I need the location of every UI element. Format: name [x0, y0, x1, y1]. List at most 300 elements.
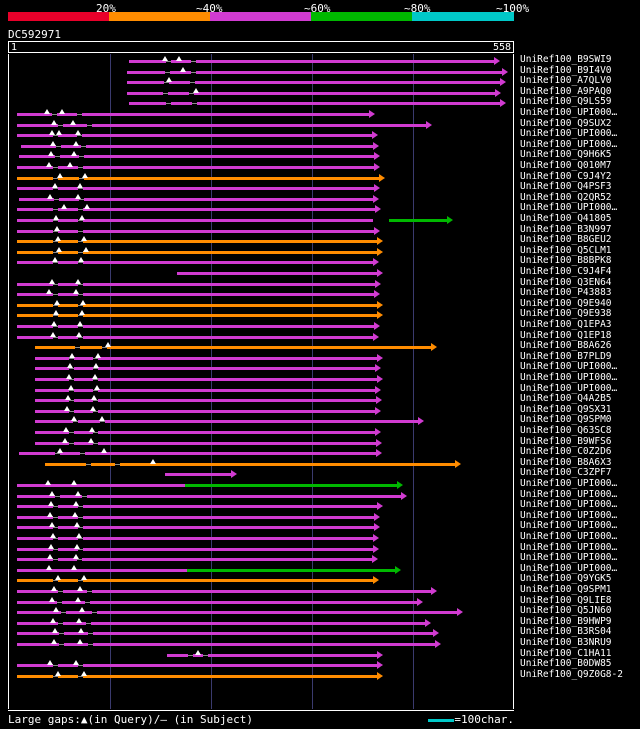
hsp-gap-line: [78, 241, 83, 242]
hit-label[interactable]: UniRef100_B9I4V0: [520, 64, 612, 76]
alignment-bar[interactable]: [205, 92, 495, 95]
hsp-gap-line: [78, 538, 83, 539]
strand-arrow-icon: [372, 555, 378, 563]
strand-arrow-icon: [375, 364, 381, 372]
hsp-gap-line: [58, 623, 63, 624]
hit-label[interactable]: UniRef100_B8A626: [520, 340, 612, 352]
alignment-bar[interactable]: [35, 420, 418, 423]
alignment-bar[interactable]: [35, 378, 377, 381]
alignment-row[interactable]: [9, 395, 513, 405]
alignment-bar[interactable]: [129, 60, 494, 63]
hsp-gap-line: [78, 326, 83, 327]
hit-label[interactable]: UniRef100_Q9SUX2: [520, 117, 612, 129]
hsp-gap-line: [93, 411, 98, 412]
alignment-row[interactable]: [9, 67, 513, 77]
query-gap-marker-icon: [162, 56, 168, 61]
query-gap-marker-icon: [53, 310, 59, 315]
query-gap-marker-icon: [81, 236, 87, 241]
strand-arrow-icon: [401, 492, 407, 500]
query-gap-marker-icon: [51, 586, 57, 591]
alignment-bar[interactable]: [17, 134, 372, 137]
strand-arrow-icon: [457, 608, 463, 616]
hit-label[interactable]: UniRef100_B9HWP9: [520, 615, 612, 627]
query-gap-marker-icon: [75, 194, 81, 199]
query-gap-marker-icon: [92, 374, 98, 379]
strand-arrow-icon: [377, 375, 383, 383]
alignment-row[interactable]: [9, 98, 513, 108]
hit-label[interactable]: UniRef100_Q9H6K5: [520, 149, 612, 161]
alignment-row[interactable]: [9, 130, 513, 140]
alignment-row[interactable]: [9, 120, 513, 130]
hsp-gap-line: [53, 241, 58, 242]
hsp-gap-line: [53, 315, 58, 316]
hit-label[interactable]: UniRef100_B9WFS6: [520, 435, 612, 447]
hit-label[interactable]: UniRef100_Q9SX31: [520, 403, 612, 415]
alignment-row[interactable]: [9, 469, 513, 479]
alignment-row[interactable]: [9, 607, 513, 617]
hsp-gap-line: [54, 199, 59, 200]
query-gap-marker-icon: [73, 501, 79, 506]
legend-label: 20%: [96, 2, 116, 15]
alignment-row[interactable]: [9, 236, 513, 246]
alignment-bar[interactable]: [127, 81, 500, 84]
alignment-bar[interactable]: [17, 558, 372, 561]
alignment-bar[interactable]: [17, 336, 373, 339]
alignment-bar[interactable]: [17, 664, 377, 667]
query-gap-marker-icon: [62, 438, 68, 443]
alignment-row[interactable]: [9, 321, 513, 331]
query-gap-marker-icon: [78, 257, 84, 262]
query-gap-marker-icon: [73, 289, 79, 294]
strand-arrow-icon: [377, 672, 383, 680]
alignment-row[interactable]: [9, 88, 513, 98]
alignment-row[interactable]: [9, 332, 513, 342]
hsp-gap-line: [92, 612, 97, 613]
hsp-gap-line: [53, 262, 58, 263]
hsp-gap-line: [53, 135, 58, 136]
query-gap-marker-icon: [180, 67, 186, 72]
hsp-gap-line: [100, 421, 105, 422]
strand-arrow-icon: [431, 343, 437, 351]
hit-label[interactable]: UniRef100_Q4PSF3: [520, 181, 612, 193]
alignment-bar[interactable]: [185, 484, 397, 487]
hit-label[interactable]: UniRef100_B3N997: [520, 223, 612, 235]
query-gap-marker-icon: [76, 332, 82, 337]
alignment-bar[interactable]: [19, 198, 373, 201]
query-gap-marker-icon: [77, 183, 83, 188]
hit-label[interactable]: UniRef100_Q1EPA3: [520, 319, 612, 330]
strand-arrow-icon: [435, 640, 441, 648]
hit-label[interactable]: UniRef100_Q9Z0G8-2: [520, 668, 623, 680]
query-gap-marker-icon: [80, 300, 86, 305]
strand-arrow-icon: [375, 407, 381, 415]
alignment-bar[interactable]: [17, 505, 377, 508]
hsp-gap-line: [73, 421, 78, 422]
alignment-row[interactable]: [9, 459, 513, 469]
query-gap-marker-icon: [73, 660, 79, 665]
alignment-row[interactable]: [9, 257, 513, 267]
hsp-gap-line: [81, 146, 86, 147]
query-gap-marker-icon: [66, 374, 72, 379]
hsp-gap-line: [164, 82, 169, 83]
alignment-row[interactable]: [9, 204, 513, 214]
hit-label[interactable]: UniRef100_Q5JN60: [520, 605, 612, 617]
hsp-gap-line: [77, 559, 82, 560]
hit-label[interactable]: UniRef100_UPI000…: [520, 562, 618, 574]
alignment-bar[interactable]: [17, 113, 369, 116]
alignment-row[interactable]: [9, 554, 513, 564]
hit-label[interactable]: UniRef100_A9PAQ0: [520, 85, 612, 97]
hit-label[interactable]: UniRef100_UPI000…: [520, 107, 618, 118]
alignment-row[interactable]: [9, 109, 513, 119]
alignment-bar[interactable]: [17, 484, 185, 487]
alignment-bar[interactable]: [17, 219, 373, 222]
alignment-row[interactable]: [9, 480, 513, 490]
scale-label: =100char.: [454, 713, 514, 726]
alignment-bar[interactable]: [17, 569, 187, 572]
alignment-row[interactable]: [9, 597, 513, 607]
alignment-row[interactable]: [9, 639, 513, 649]
query-gap-marker-icon: [61, 204, 67, 209]
hit-label[interactable]: UniRef100_UPI000…: [520, 509, 618, 521]
strand-arrow-icon: [500, 99, 506, 107]
alignment-row[interactable]: [9, 374, 513, 384]
alignment-row[interactable]: [9, 151, 513, 161]
alignment-row[interactable]: [9, 385, 513, 395]
hit-label[interactable]: UniRef100_Q010M7: [520, 160, 612, 171]
hsp-gap-line: [53, 178, 58, 179]
alignment-bar[interactable]: [17, 579, 373, 582]
query-gap-marker-icon: [48, 544, 54, 549]
alignment-row[interactable]: [9, 162, 513, 172]
alignment-bar[interactable]: [17, 208, 375, 211]
hit-label[interactable]: UniRef100_UPI000…: [520, 202, 618, 214]
alignment-row[interactable]: [9, 279, 513, 289]
hsp-gap-line: [191, 61, 196, 62]
query-gap-marker-icon: [81, 575, 87, 580]
hsp-gap-line: [87, 125, 92, 126]
hit-label[interactable]: UniRef100_Q9SPM0: [520, 414, 612, 426]
strand-arrow-icon: [375, 386, 381, 394]
query-gap-marker-icon: [50, 141, 56, 146]
hit-label[interactable]: UniRef100_Q63SC8: [520, 425, 612, 436]
hit-label[interactable]: UniRef100_UPI000…: [520, 488, 618, 500]
alignment-bar[interactable]: [17, 261, 373, 264]
alignment-bar[interactable]: [17, 251, 377, 254]
query-gap-marker-icon: [166, 77, 172, 82]
hsp-gap-line: [93, 358, 98, 359]
alignment-bar[interactable]: [35, 357, 377, 360]
alignment-bar[interactable]: [35, 399, 376, 402]
query-sequence-name: DC592971: [8, 28, 61, 41]
strand-arrow-icon: [376, 449, 382, 457]
hsp-gap-line: [203, 655, 208, 656]
hsp-gap-line: [69, 411, 74, 412]
hit-label[interactable]: UniRef100_Q9E938: [520, 308, 612, 320]
query-gap-marker-icon: [76, 618, 82, 623]
strand-arrow-icon: [418, 417, 424, 425]
hit-label[interactable]: UniRef100_C1HA11: [520, 647, 612, 659]
alignment-row[interactable]: [9, 56, 513, 66]
alignment-row[interactable]: [9, 650, 513, 660]
query-gap-marker-icon: [89, 427, 95, 432]
alignment-bar[interactable]: [17, 177, 379, 180]
alignment-row[interactable]: [9, 141, 513, 151]
alignment-bar[interactable]: [19, 452, 376, 455]
alignment-row[interactable]: [9, 194, 513, 204]
strand-arrow-icon: [377, 502, 383, 510]
hsp-gap-line: [53, 517, 58, 518]
hit-label[interactable]: UniRef100_UPI000…: [520, 138, 618, 150]
query-gap-marker-icon: [71, 565, 77, 570]
alignment-bar[interactable]: [165, 473, 231, 476]
query-gap-marker-icon: [64, 406, 70, 411]
alignment-row[interactable]: [9, 289, 513, 299]
hsp-gap-line: [93, 432, 98, 433]
alignment-row[interactable]: [9, 660, 513, 670]
query-gap-marker-icon: [79, 215, 85, 220]
strand-arrow-icon: [455, 460, 461, 468]
alignment-row[interactable]: [9, 586, 513, 596]
query-gap-marker-icon: [101, 448, 107, 453]
query-gap-marker-icon: [83, 247, 89, 252]
query-gap-marker-icon: [51, 321, 57, 326]
legend-label: ~60%: [304, 2, 331, 15]
query-gap-marker-icon: [52, 628, 58, 633]
alignment-bar[interactable]: [177, 272, 377, 275]
hsp-gap-line: [190, 82, 195, 83]
alignment-row[interactable]: [9, 247, 513, 257]
hit-label[interactable]: UniRef100_UPI000…: [520, 478, 618, 489]
alignment-bar[interactable]: [17, 187, 374, 190]
alignment-row[interactable]: [9, 565, 513, 575]
strand-arrow-icon: [373, 333, 379, 341]
hsp-gap-line: [86, 464, 91, 465]
alignment-row[interactable]: [9, 416, 513, 426]
alignment-row[interactable]: [9, 406, 513, 416]
alignment-bar[interactable]: [17, 230, 374, 233]
alignment-bar[interactable]: [35, 367, 375, 370]
alignment-row[interactable]: [9, 427, 513, 437]
hit-label[interactable]: UniRef100_A7QLV0: [520, 75, 612, 87]
alignment-bar[interactable]: [17, 293, 374, 296]
alignment-bar[interactable]: [17, 675, 377, 678]
hit-label[interactable]: UniRef100_B3RS04: [520, 626, 612, 638]
alignment-bar[interactable]: [35, 410, 375, 413]
hit-label[interactable]: UniRef100_UPI000…: [520, 128, 618, 140]
query-gap-marker-icon: [52, 183, 58, 188]
hsp-gap-line: [78, 231, 83, 232]
hsp-gap-line: [85, 602, 90, 603]
strand-arrow-icon: [372, 131, 378, 139]
query-gap-marker-icon: [50, 618, 56, 623]
query-gap-marker-icon: [79, 310, 85, 315]
footer-divider: [8, 710, 514, 711]
alignment-bar[interactable]: [17, 304, 377, 307]
hit-label[interactable]: UniRef100_UPI000…: [520, 499, 618, 511]
legend-segment: [210, 12, 311, 21]
alignment-bar[interactable]: [35, 346, 431, 349]
query-gap-marker-icon: [63, 427, 69, 432]
query-gap-marker-icon: [57, 448, 63, 453]
hsp-gap-line: [58, 591, 63, 592]
strand-arrow-icon: [375, 280, 381, 288]
legend-label: ~80%: [404, 2, 431, 15]
hit-label[interactable]: UniRef100_C3ZPF7: [520, 467, 612, 479]
query-gap-marker-icon: [71, 416, 77, 421]
strand-arrow-icon: [377, 301, 383, 309]
hit-label[interactable]: UniRef100_UPI000…: [520, 361, 618, 373]
hit-label[interactable]: UniRef100_P43883: [520, 287, 612, 299]
hit-label[interactable]: UniRef100_Q1EP18: [520, 329, 612, 341]
alignment-bar[interactable]: [17, 516, 374, 519]
query-gap-marker-icon: [69, 353, 75, 358]
hit-label[interactable]: UniRef100_B8GEU2: [520, 234, 612, 246]
strand-arrow-icon: [375, 205, 381, 213]
alignment-row[interactable]: [9, 268, 513, 278]
hit-label[interactable]: UniRef100_B8A6X3: [520, 456, 612, 468]
scale-bar-icon: [428, 719, 454, 722]
legend-segment: [109, 12, 210, 21]
hsp-gap-line: [93, 443, 98, 444]
alignment-row[interactable]: [9, 353, 513, 363]
strand-arrow-icon: [377, 661, 383, 669]
hit-label[interactable]: UniRef100_UPI000…: [520, 382, 618, 394]
query-gap-marker-icon: [70, 120, 76, 125]
alignment-bar[interactable]: [45, 463, 455, 466]
alignment-row[interactable]: [9, 628, 513, 638]
hsp-gap-line: [78, 665, 83, 666]
query-gap-marker-icon: [75, 491, 81, 496]
hit-label[interactable]: UniRef100_Q9E940: [520, 297, 612, 309]
legend-label: ~100%: [496, 2, 530, 15]
alignment-row[interactable]: [9, 522, 513, 532]
query-gap-marker-icon: [50, 332, 56, 337]
strand-arrow-icon: [369, 110, 375, 118]
hit-label[interactable]: UniRef100_UPI000…: [520, 372, 618, 383]
hit-label[interactable]: UniRef100_B0DW85: [520, 658, 612, 670]
query-gap-marker-icon: [51, 639, 57, 644]
hit-label[interactable]: UniRef100_Q5CLM1: [520, 244, 612, 256]
alignment-row[interactable]: [9, 300, 513, 310]
strand-arrow-icon: [374, 152, 380, 160]
query-gap-marker-icon: [46, 565, 52, 570]
hit-label[interactable]: UniRef100_UPI000…: [520, 552, 618, 564]
alignment-row[interactable]: [9, 173, 513, 183]
hsp-gap-line: [77, 114, 82, 115]
alignment-row[interactable]: [9, 544, 513, 554]
alignment-bar[interactable]: [17, 314, 377, 317]
alignment-bar[interactable]: [17, 526, 374, 529]
query-gap-marker-icon: [45, 480, 51, 485]
alignment-bar[interactable]: [17, 283, 375, 286]
hsp-gap-line: [79, 199, 84, 200]
hit-label[interactable]: UniRef100_UPI000…: [520, 541, 618, 553]
alignment-row[interactable]: [9, 448, 513, 458]
alignment-bar[interactable]: [17, 537, 373, 540]
hsp-gap-line: [69, 390, 74, 391]
alignment-row[interactable]: [9, 575, 513, 585]
alignment-row[interactable]: [9, 618, 513, 628]
hsp-gap-line: [57, 602, 62, 603]
hsp-gap-line: [55, 156, 60, 157]
hit-label[interactable]: UniRef100_C9J4Y2: [520, 170, 612, 182]
alignment-bar[interactable]: [17, 240, 377, 243]
hsp-gap-line: [69, 443, 74, 444]
alignment-row[interactable]: [9, 671, 513, 681]
hsp-gap-line: [53, 506, 58, 507]
alignment-row[interactable]: [9, 215, 513, 225]
alignment-bar[interactable]: [35, 442, 376, 445]
query-gap-marker-icon: [77, 321, 83, 326]
hit-label[interactable]: UniRef100_Q9LS59: [520, 96, 612, 108]
hit-label[interactable]: UniRef100_Q9YGK5: [520, 573, 612, 585]
alignment-bar[interactable]: [17, 548, 373, 551]
hsp-gap-line: [79, 178, 84, 179]
hit-label[interactable]: UniRef100_Q9LIE8: [520, 594, 612, 606]
alignment-row[interactable]: [9, 226, 513, 236]
hit-label[interactable]: UniRef100_B9SWI9: [520, 54, 612, 65]
alignment-row[interactable]: [9, 310, 513, 320]
query-gap-marker-icon: [44, 109, 50, 114]
hit-label[interactable]: UniRef100_B7PLD9: [520, 350, 612, 362]
hsp-gap-line: [78, 167, 83, 168]
legend-segment: [8, 12, 109, 21]
hit-label[interactable]: UniRef100_B3NRU9: [520, 637, 612, 648]
alignment-row[interactable]: [9, 183, 513, 193]
hit-label[interactable]: UniRef100_Q3EN64: [520, 276, 612, 288]
hit-label[interactable]: UniRef100_Q41805: [520, 213, 612, 224]
hit-label[interactable]: UniRef100_B8BPK8: [520, 255, 612, 267]
hit-label[interactable]: UniRef100_Q9SPM1: [520, 584, 612, 595]
alignment-bar[interactable]: [35, 431, 375, 434]
alignment-row[interactable]: [9, 501, 513, 511]
alignment-bar[interactable]: [389, 219, 447, 222]
alignment-row[interactable]: [9, 491, 513, 501]
query-gap-marker-icon: [95, 353, 101, 358]
query-gap-marker-icon: [99, 416, 105, 421]
hit-label[interactable]: UniRef100_UPI000…: [520, 531, 618, 542]
query-gap-marker-icon: [56, 247, 62, 252]
hit-label[interactable]: UniRef100_C9J4F4: [520, 266, 612, 277]
query-gap-marker-icon: [50, 533, 56, 538]
alignment-row[interactable]: [9, 77, 513, 87]
alignment-bar[interactable]: [17, 325, 374, 328]
strand-arrow-icon: [397, 481, 403, 489]
query-gap-marker-icon: [54, 300, 60, 305]
alignment-row[interactable]: [9, 342, 513, 352]
alignment-bar[interactable]: [129, 102, 500, 105]
hit-label[interactable]: UniRef100_C0Z2D6: [520, 446, 612, 458]
hsp-gap-line: [79, 156, 84, 157]
hit-label[interactable]: UniRef100_UPI000…: [520, 520, 618, 532]
hsp-gap-line: [53, 252, 58, 253]
query-gap-marker-icon: [47, 554, 53, 559]
query-gap-marker-icon: [56, 130, 62, 135]
alignment-bar[interactable]: [187, 569, 395, 572]
alignment-bar[interactable]: [17, 124, 426, 127]
query-gap-marker-icon: [47, 660, 53, 665]
alignment-row[interactable]: [9, 363, 513, 373]
hsp-gap-line: [192, 103, 197, 104]
hsp-gap-line: [191, 72, 196, 73]
hit-label[interactable]: UniRef100_Q4A2B5: [520, 393, 612, 405]
alignment-row[interactable]: [9, 438, 513, 448]
alignment-bar[interactable]: [35, 389, 375, 392]
hit-label[interactable]: UniRef100_Q2QR52: [520, 191, 612, 203]
alignment-row[interactable]: [9, 512, 513, 522]
alignment-row[interactable]: [9, 533, 513, 543]
